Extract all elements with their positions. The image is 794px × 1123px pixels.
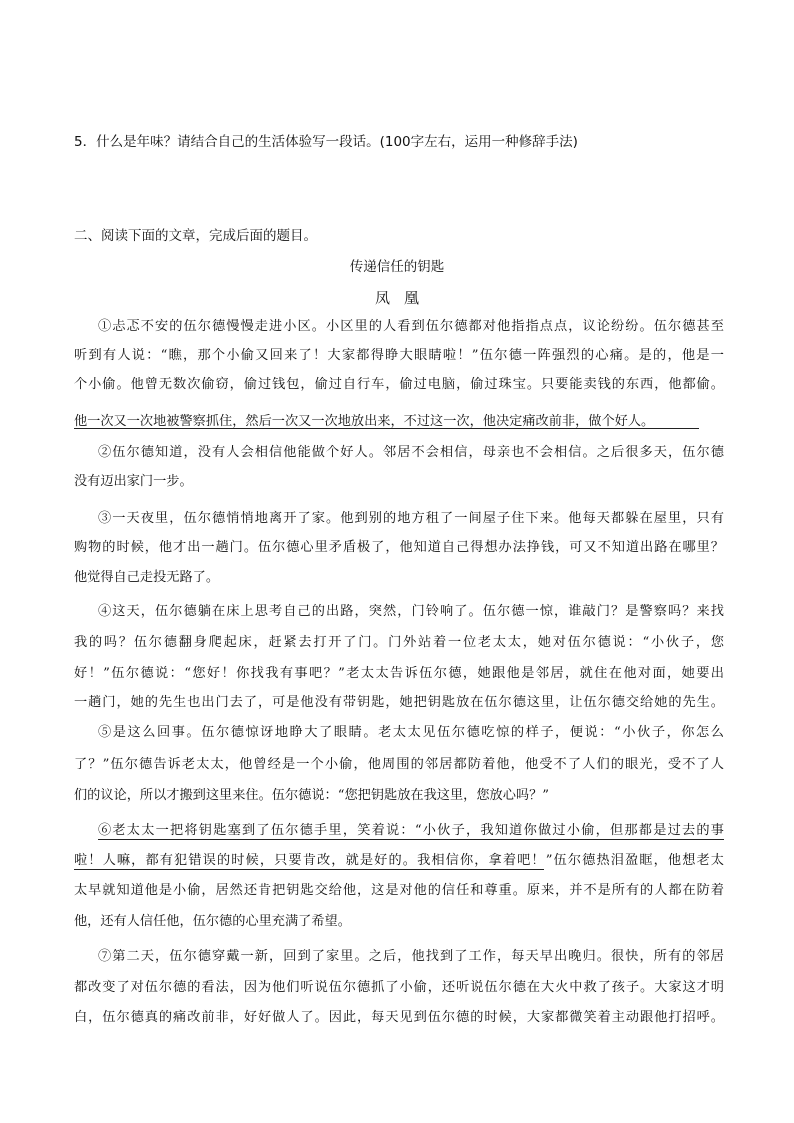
underline bbox=[98, 839, 724, 840]
article-line: 了？”伍尔德告诉老太太，他曾经是一个小偷，他周围的邻居都防着他，他受不了人们的眼光，受不了人 bbox=[74, 757, 724, 772]
article-line: 我的吗？伍尔德翻身爬起床，赶紧去打开了门。门外站着一位老太太，她对伍尔德说：“小伙子，您 bbox=[74, 635, 724, 650]
article-line: 们的议论，所以才搬到这里来住。伍尔德说：“您把钥匙放在我这里，您放心吗？” bbox=[74, 788, 550, 803]
article-line: 没有迈出家门一步。 bbox=[74, 474, 193, 489]
article-line: 太早就知道他是小偷，居然还肯把钥匙交给他，这是对他的信任和尊重。原来，并不是所有的人都在防着 bbox=[74, 883, 724, 898]
article-line: 都改变了对伍尔德的看法，因为他们听说伍尔德抓了小偷，还听说伍尔德在大火中救了孩子。大家这才明 bbox=[74, 980, 724, 995]
article-line: ⑤是这么回事。伍尔德惊讶地睁大了眼睛。老太太见伍尔德吃惊的样子，便说：“小伙子，你怎么 bbox=[98, 725, 724, 740]
underline bbox=[74, 428, 699, 429]
article-author: 凤凰 bbox=[374, 289, 433, 307]
underline bbox=[74, 869, 544, 870]
article-line: 一趟门，她的先生也出门去了，可是他没有带钥匙，她把钥匙放在伍尔德这里，让伍尔德交给她的先生。 bbox=[74, 695, 724, 710]
section-heading: 二、阅读下面的文章，完成后面的题目。 bbox=[74, 228, 317, 244]
article-line: 购物的时候，他才出一趟门。伍尔德心里矛盾极了，他知道自己得想办法挣钱，可又不知道出路在哪里？ bbox=[74, 540, 724, 555]
article-line-underlined: 啦！人嘛，都有犯错误的时候，只要肯改，就是好的。我相信你，拿着吧！”伍尔德热泪盈眶，他想老太 bbox=[74, 853, 724, 868]
article-line: 白，伍尔德真的痛改前非，好好做人了。因此，每天见到伍尔德的时候，大家都微笑着主动跟他打招呼。 bbox=[74, 1010, 724, 1025]
article-line-underlined: 他一次又一次地被警察抓住，然后一次又一次地放出来，不过这一次，他决定痛改前非，做个好人。 bbox=[74, 414, 655, 429]
article-line: ③一天夜里，伍尔德悄悄地离开了家。他到别的地方租了一间屋子住下来。他每天都躲在屋里，只有 bbox=[98, 511, 724, 526]
article-line: ⑦第二天，伍尔德穿戴一新，回到了家里。之后，他找到了工作，每天早出晚归。很快，所有的邻居 bbox=[98, 949, 724, 964]
article-line: 听到有人说：“瞧，那个小偷又回来了！大家都得睁大眼睛啦！”伍尔德一阵强烈的心痛。是的，他是一 bbox=[74, 348, 724, 363]
article-line: ②伍尔德知道，没有人会相信他能做个好人。邻居不会相信，母亲也不会相信。之后很多天，伍尔德 bbox=[98, 445, 724, 460]
article-line: ④这天，伍尔德躺在床上思考自己的出路，突然，门铃响了。伍尔德一惊，谁敲门？是警察吗？来找 bbox=[98, 604, 724, 619]
article-line: 他，还有人信任他，伍尔德的心里充满了希望。 bbox=[74, 914, 351, 929]
article-line: 个小偷。他曾无数次偷窃，偷过钱包，偷过自行车，偷过电脑，偷过珠宝。只要能卖钱的东西，他都偷。 bbox=[74, 377, 724, 392]
question-5: 5．什么是年味？请结合自己的生活体验写一段话。(100字左右，运用一种修辞手法) bbox=[74, 134, 578, 150]
article-line: 好！”伍尔德说：“您好！你找我有事吧？”老太太告诉伍尔德，她跟他是邻居，就住在他对面，她要出 bbox=[74, 666, 724, 681]
article-line: ①忐忑不安的伍尔德慢慢走进小区。小区里的人看到伍尔德都对他指指点点，议论纷纷。伍尔德甚至 bbox=[98, 319, 724, 334]
article-title: 传递信任的钥匙 bbox=[349, 259, 445, 275]
article-line: 他觉得自己走投无路了。 bbox=[74, 570, 220, 585]
article-line-underlined: ⑥老太太一把将钥匙塞到了伍尔德手里，笑着说：“小伙子，我知道你做过小偷，但那都是过去的事 bbox=[98, 823, 724, 838]
